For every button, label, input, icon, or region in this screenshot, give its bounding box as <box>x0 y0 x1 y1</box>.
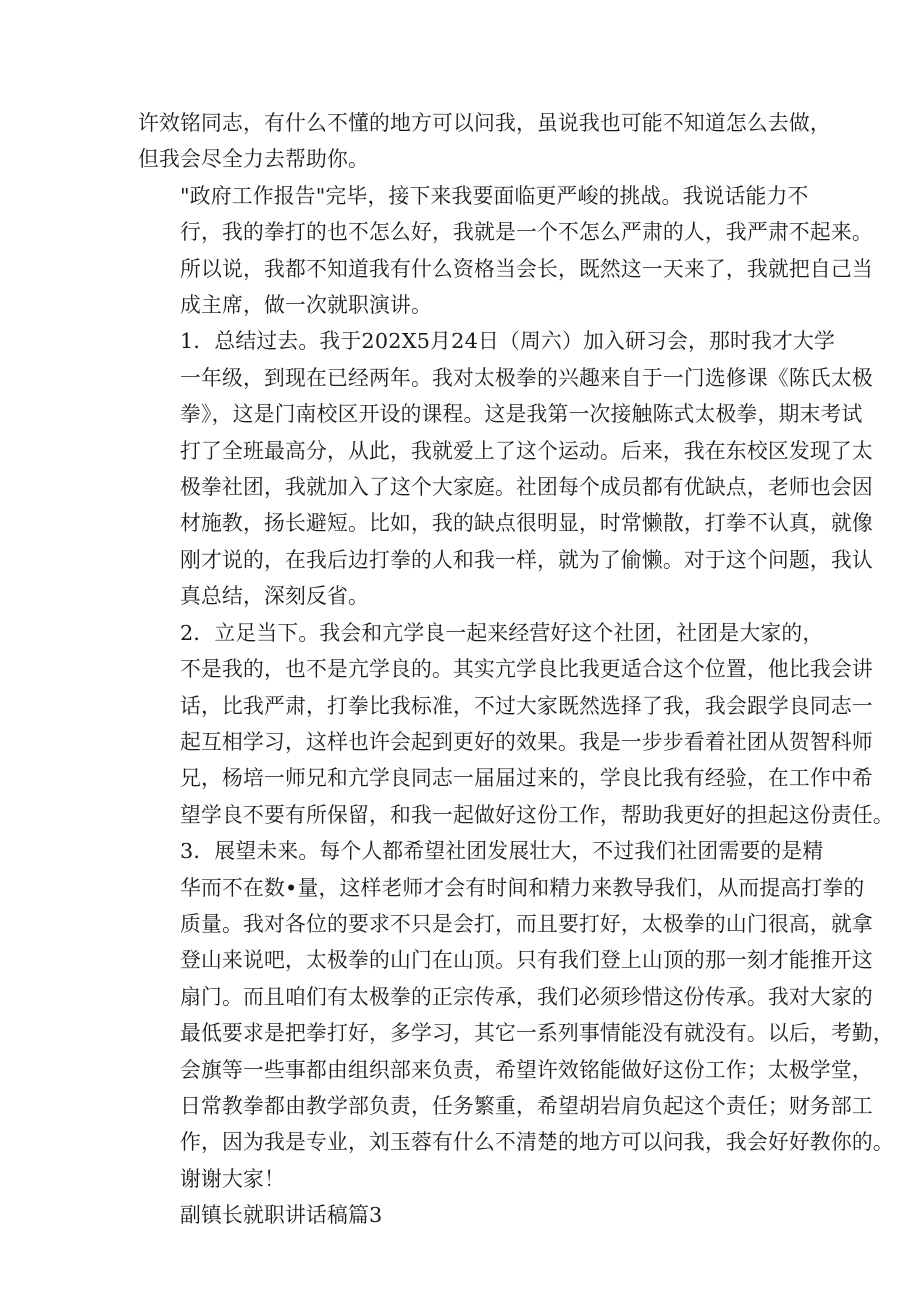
text-line: 质量。我对各位的要求不只是会打，而且要打好，太极拳的山门很高，就拿 <box>180 911 873 936</box>
text-line: 极拳社团，我就加入了这个大家庭。社团每个成员都有优缺点，老师也会因 <box>180 475 873 500</box>
text-line: 不是我的，也不是亢学良的。其实亢学良比我更适合这个位置，他比我会讲 <box>180 657 873 682</box>
text-line: 拳》，这是门南校区开设的课程。这是我第一次接触陈式太极拳，期末考试 <box>180 402 863 427</box>
text-line: 行，我的拳打的也不怎么好，我就是一个不怎么严肃的人，我严肃不起来。 <box>180 220 873 245</box>
section-heading <box>138 1197 790 1233</box>
text-line: 副镇长就职讲话稿篇3 <box>180 1203 383 1228</box>
text-line: 谢谢大家！ <box>180 1166 285 1191</box>
text-line: 会旗等一些事都由组织部来负责，希望许效铭能做好这份工作；太极学堂， <box>180 1057 873 1082</box>
paragraph-challenge <box>138 178 873 324</box>
text-line: 2．立足当下。我会和亢学良一起来经营好这个社团，社团是大家的， <box>180 620 824 645</box>
document-body <box>138 105 894 1234</box>
text-line: 一年级，到现在已经两年。我对太极拳的兴趣来自于一门选修课《陈氏太极 <box>180 365 873 390</box>
text-line: 扇门。而且咱们有太极拳的正宗传承，我们必须珍惜这份传承。我对大家的 <box>180 984 873 1009</box>
text-line: 华而不在数•量，这样老师才会有时间和精力来教导我们，从而提高打拳的 <box>180 875 865 900</box>
paragraph-closing-offer <box>138 105 831 178</box>
text-line: 兄，杨培一师兄和亢学良同志一届届过来的，学良比我有经验，在工作中希 <box>180 766 873 791</box>
paragraph-thanks <box>138 1161 790 1197</box>
text-line: 许效铭同志，有什么不懂的地方可以问我，虽说我也可能不知道怎么去做， <box>138 111 831 135</box>
text-line: 起互相学习，这样也许会起到更好的效果。我是一步步看着社团从贺智科师 <box>180 729 873 754</box>
text-line: 但我会尽全力去帮助你。 <box>138 147 369 172</box>
text-line: 话，比我严肃，打拳比我标准，不过大家既然选择了我，我会跟学良同志一 <box>180 693 873 718</box>
text-line: 打了全班最高分，从此，我就爱上了这个运动。后来，我在东校区发现了太 <box>180 438 873 463</box>
text-line: 真总结，深刻反省。 <box>180 584 369 609</box>
text-line: 登山来说吧，太极拳的山门在山顶。只有我们登上山顶的那一刻才能推开这 <box>180 948 873 973</box>
text-line: 刚才说的，在我后边打拳的人和我一样，就为了偷懒。对于这个问题，我认 <box>180 547 873 572</box>
text-line: 所以说，我都不知道我有什么资格当会长，既然这一天来了，我就把自己当 <box>180 256 873 281</box>
text-line: "政府工作报告"完毕，接下来我要面临更严峻的挑战。我说话能力不 <box>180 183 809 208</box>
text-line: 作，因为我是专业，刘玉蓉有什么不清楚的地方可以问我，我会好好教你的。 <box>180 1130 894 1155</box>
paragraph-future <box>138 833 894 1161</box>
text-line: 1．总结过去。我于202X5月24日（周六）加入研习会，那时我才大学 <box>180 329 835 354</box>
paragraph-present <box>138 615 894 833</box>
text-line: 日常教拳都由教学部负责，任务繁重，希望胡岩肩负起这个责任；财务部工 <box>180 1093 873 1118</box>
text-line: 成主席，做一次就职演讲。 <box>180 293 432 318</box>
paragraph-summary-past <box>138 323 873 614</box>
text-line: 望学良不要有所保留，和我一起做好这份工作，帮助我更好的担起这份责任。 <box>180 802 894 827</box>
text-line: 3．展望未来。每个人都希望社团发展壮大，不过我们社团需要的是精 <box>180 839 824 864</box>
text-line: 材施教，扬长避短。比如，我的缺点很明显，时常懒散，打拳不认真，就像 <box>180 511 873 536</box>
text-line: 最低要求是把拳打好，多学习，其它一系列事情能没有就没有。以后，考勤， <box>180 1021 894 1046</box>
